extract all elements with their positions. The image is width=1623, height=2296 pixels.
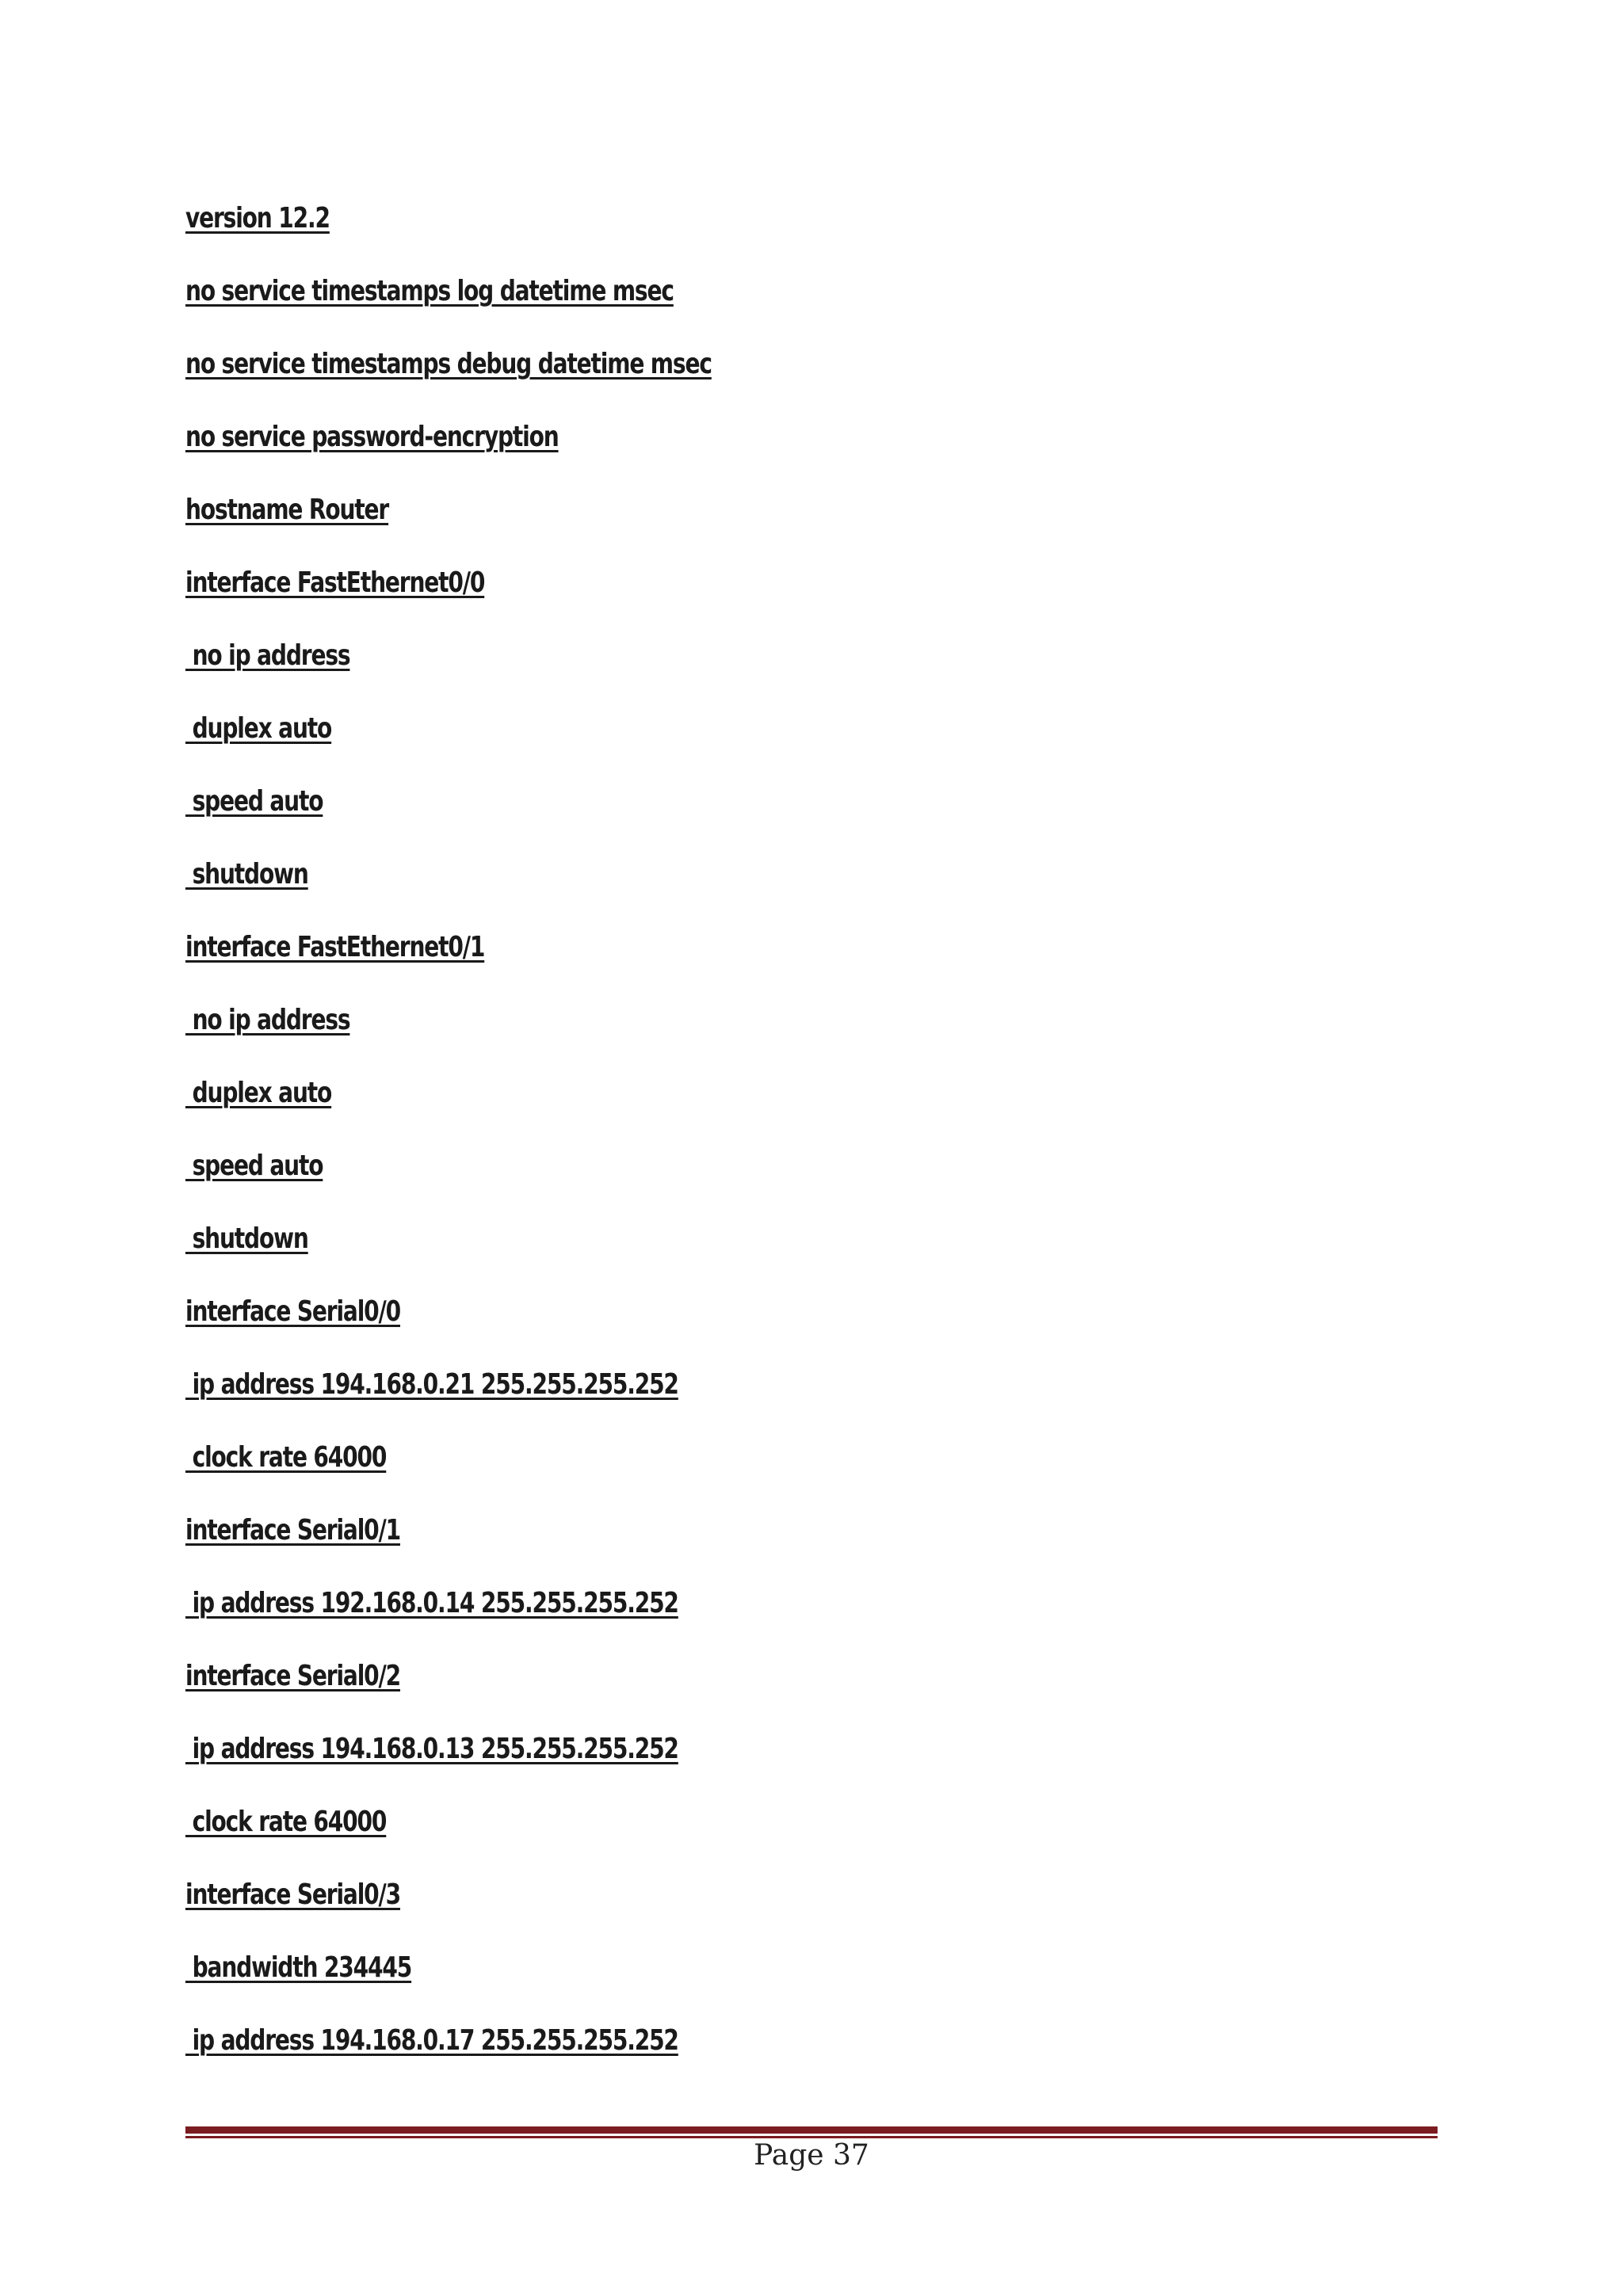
config-line: shutdown — [185, 1222, 308, 1255]
config-line: clock rate 64000 — [185, 1806, 387, 1838]
config-line: interface Serial0/1 — [185, 1514, 400, 1547]
footer-divider-thick — [185, 2126, 1438, 2134]
footer-divider — [185, 2126, 1438, 2139]
router-config-listing — [185, 193, 1453, 2088]
config-line: interface Serial0/3 — [185, 1878, 400, 1911]
config-line: interface Serial0/0 — [185, 1295, 400, 1328]
config-line: bandwidth 234445 — [185, 1951, 412, 1984]
config-line: interface FastEthernet0/0 — [185, 566, 485, 599]
config-line: no service timestamps debug datetime msec — [185, 348, 712, 380]
config-line: clock rate 64000 — [185, 1441, 387, 1474]
config-line: no service password-encryption — [185, 421, 559, 453]
config-line: ip address 194.168.0.21 255.255.255.252 — [185, 1368, 678, 1401]
config-line: hostname Router — [185, 494, 389, 526]
footer-divider-thin — [185, 2136, 1438, 2138]
config-line: ip address 192.168.0.14 255.255.255.252 — [185, 1587, 678, 1619]
config-line: speed auto — [185, 785, 323, 818]
config-line: interface FastEthernet0/1 — [185, 931, 485, 963]
page-number: Page 37 — [754, 2139, 869, 2172]
config-line: interface Serial0/2 — [185, 1660, 400, 1692]
config-line: duplex auto — [185, 712, 332, 745]
config-line: speed auto — [185, 1150, 323, 1182]
config-line: shutdown — [185, 858, 308, 891]
config-line: duplex auto — [185, 1077, 332, 1109]
config-line: ip address 194.168.0.17 255.255.255.252 — [185, 2024, 678, 2057]
config-line: version 12.2 — [185, 202, 330, 235]
config-line: no service timestamps log datetime msec — [185, 275, 674, 307]
config-line: no ip address — [185, 639, 350, 672]
config-line: ip address 194.168.0.13 255.255.255.252 — [185, 1733, 678, 1765]
config-line: no ip address — [185, 1004, 350, 1036]
